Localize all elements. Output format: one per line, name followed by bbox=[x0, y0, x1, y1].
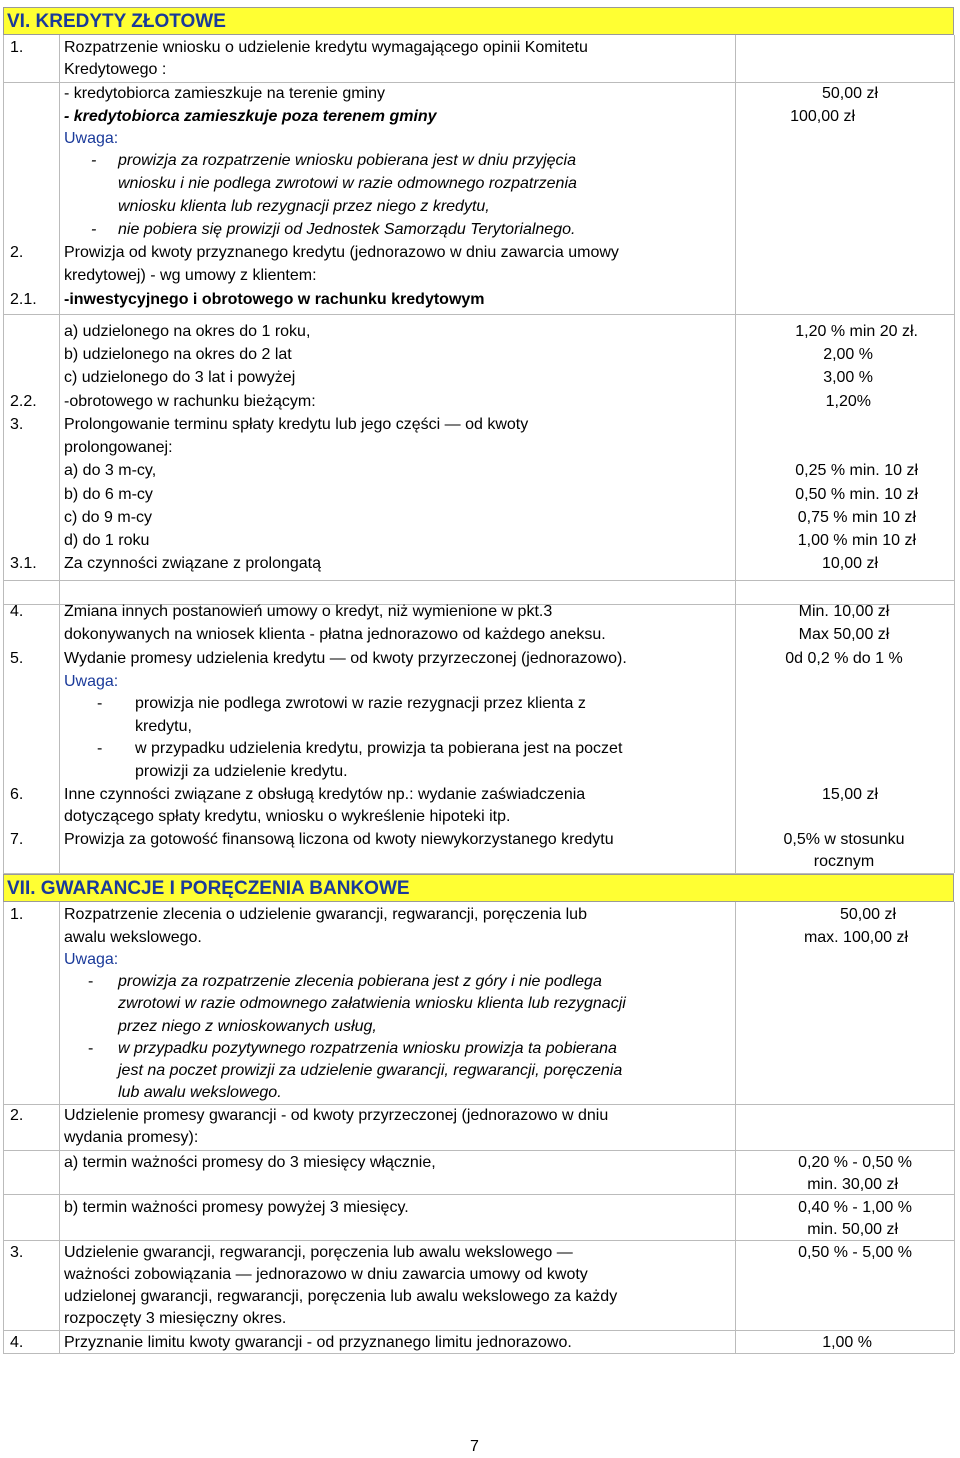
note-text: lub awalu wekslowego. bbox=[118, 1084, 282, 1101]
grid-line bbox=[735, 902, 736, 1353]
item-text: rozpoczęty 3 miesięczny okres. bbox=[64, 1310, 287, 1327]
note-dash: - bbox=[97, 740, 103, 757]
note-label: Uwaga: bbox=[64, 130, 119, 147]
note-dash: - bbox=[88, 1040, 94, 1057]
fee-value: 1,00 % min 10 zł bbox=[797, 532, 916, 549]
item-number: 7. bbox=[10, 831, 24, 848]
item-text: Inne czynności związane z obsługą kredytów np.: wydanie zaświadczenia bbox=[64, 786, 586, 803]
fee-value: 0,20 % - 0,50 % bbox=[798, 1154, 912, 1171]
item-number: 2.1. bbox=[10, 291, 37, 308]
fee-value: rocznym bbox=[813, 853, 875, 870]
page-number: 7 bbox=[470, 1438, 479, 1455]
item-text: Prowizja za gotowość finansową liczona od kwoty niewykorzystanego kredytu bbox=[64, 831, 614, 848]
item-text: a) do 3 m-cy, bbox=[64, 462, 157, 479]
fee-value: 1,20 % min 20 zł. bbox=[795, 323, 918, 340]
item-text: Za czynności związane z prolongatą bbox=[64, 555, 322, 572]
fee-value: 2,00 % bbox=[823, 346, 873, 363]
item-text: c) do 9 m-cy bbox=[64, 509, 153, 526]
item-text: Rozpatrzenie zlecenia o udzielenie gwarancji, regwarancji, poręczenia lub bbox=[64, 906, 587, 923]
grid-line bbox=[3, 314, 954, 315]
item-number: 5. bbox=[10, 650, 24, 667]
note-text: przez niego z wnioskowanych usług, bbox=[118, 1018, 377, 1035]
note-dash: - bbox=[91, 221, 97, 238]
item-number: 6. bbox=[10, 786, 24, 803]
item-text: Prolongowanie terminu spłaty kredytu lub jego części — od kwoty bbox=[64, 416, 529, 433]
note-text: prowizja nie podlega zwrotowi w razie rezygnacji przez klienta z bbox=[135, 695, 586, 712]
fee-value: 0,75 % min 10 zł bbox=[797, 509, 916, 526]
item-text: b) termin ważności promesy powyżej 3 miesięcy. bbox=[64, 1199, 409, 1216]
item-number: 2.2. bbox=[10, 393, 37, 410]
item-text: c) udzielonego do 3 lat i powyżej bbox=[64, 369, 296, 386]
fee-value: 10,00 zł bbox=[821, 555, 878, 572]
item-text: b) do 6 m-cy bbox=[64, 486, 153, 503]
grid-line bbox=[3, 35, 4, 873]
grid-line bbox=[3, 580, 954, 581]
fee-value: 1,00 % bbox=[822, 1334, 872, 1351]
fee-value: 100,00 zł bbox=[790, 108, 855, 125]
item-text: dotyczącego spłaty kredytu, wniosku o wykreślenie hipoteki itp. bbox=[64, 808, 511, 825]
fee-value: 0,25 % min. 10 zł bbox=[795, 462, 918, 479]
item-number: 3. bbox=[10, 416, 24, 433]
item-text: Przyznanie limitu kwoty gwarancji - od przyznanego limitu jednorazowo. bbox=[64, 1334, 572, 1351]
item-text: Udzielenie gwarancji, regwarancji, poręczenia lub awalu wekslowego — bbox=[64, 1244, 573, 1261]
item-text: b) udzielonego na okres do 2 lat bbox=[64, 346, 292, 363]
note-label: Uwaga: bbox=[64, 951, 119, 968]
fee-value: 3,00 % bbox=[823, 369, 873, 386]
note-dash: - bbox=[91, 152, 97, 169]
fee-value: Max 50,00 zł bbox=[798, 626, 890, 643]
fee-value: min. 30,00 zł bbox=[807, 1176, 898, 1193]
note-text: prowizja za rozpatrzenie zlecenia pobierana jest z góry i nie podlega bbox=[118, 973, 602, 990]
note-text: prowizji za udzielenie kredytu. bbox=[135, 763, 348, 780]
note-dash: - bbox=[88, 973, 94, 990]
section-6-header bbox=[3, 7, 954, 35]
note-text: prowizja za rozpatrzenie wniosku pobierana jest w dniu przyjęcia bbox=[118, 152, 577, 169]
fee-value: 0,5% w stosunku bbox=[783, 831, 905, 848]
item-number: 2. bbox=[10, 1107, 24, 1124]
fee-value: min. 50,00 zł bbox=[807, 1221, 898, 1238]
grid-line bbox=[59, 35, 60, 873]
note-text: nie pobiera się prowizji od Jednostek Samorządu Terytorialnego. bbox=[118, 221, 576, 238]
fee-value: 15,00 zł bbox=[821, 786, 878, 803]
fee-value: 50,00 zł bbox=[821, 85, 878, 102]
fee-value: 0,40 % - 1,00 % bbox=[798, 1199, 912, 1216]
item-text: a) udzielonego na okres do 1 roku, bbox=[64, 323, 311, 340]
item-text: a) termin ważności promesy do 3 miesięcy włącznie, bbox=[64, 1154, 436, 1171]
fee-value: Min. 10,00 zł bbox=[798, 603, 890, 620]
item-text: ważności zobowiązania — jednorazowo w dniu zawarcia umowy od kwoty bbox=[64, 1266, 588, 1283]
item-text: Prowizja od kwoty przyznanego kredytu (jednorazowo w dniu zawarcia umowy bbox=[64, 244, 619, 261]
item-text: kredytowej) - wg umowy z klientem: bbox=[64, 267, 317, 284]
item-text: udzielonej gwarancji, regwarancji, poręczenia lub awalu wekslowego za każdy bbox=[64, 1288, 618, 1305]
section-6-title: VI. KREDYTY ZŁOTOWE bbox=[7, 11, 226, 32]
item-number: 3.1. bbox=[10, 555, 37, 572]
item-text: -inwestycyjnego i obrotowego w rachunku kredytowym bbox=[64, 291, 485, 308]
item-text: Wydanie promesy udzielenia kredytu — od kwoty przyrzeczonej (jednorazowo). bbox=[64, 650, 627, 667]
fee-value: 0,50 % - 5,00 % bbox=[798, 1244, 912, 1261]
note-text: w przypadku pozytywnego rozpatrzenia wniosku prowizja ta pobierana bbox=[118, 1040, 617, 1057]
grid-line bbox=[3, 1330, 954, 1331]
item-text: d) do 1 roku bbox=[64, 532, 150, 549]
grid-line bbox=[3, 902, 4, 1353]
grid-line bbox=[3, 1150, 954, 1151]
item-text: dokonywanych na wniosek klienta - płatna jednorazowo od każdego aneksu. bbox=[64, 626, 606, 643]
note-text: wniosku i nie podlega zwrotowi w razie odmownego rozpatrzenia bbox=[118, 175, 577, 192]
note-text: w przypadku udzielenia kredytu, prowizja ta pobierana jest na poczet bbox=[135, 740, 623, 757]
item-text: Zmiana innych postanowień umowy o kredyt, niż wymienione w pkt.3 bbox=[64, 603, 553, 620]
note-text: kredytu, bbox=[135, 718, 192, 735]
item-text: prolongowanej: bbox=[64, 439, 173, 456]
grid-line bbox=[735, 35, 736, 873]
note-text: zwrotowi w razie odmownego załatwienia wniosku klienta lub rezygnacji bbox=[118, 995, 626, 1012]
fee-value: max. 100,00 zł bbox=[803, 929, 908, 946]
note-text: wniosku klienta lub rezygnacji przez niego z kredytu, bbox=[118, 198, 490, 215]
item-text: Udzielenie promesy gwarancji - od kwoty przyrzeczonej (jednorazowo w dniu bbox=[64, 1107, 609, 1124]
fee-value: 50,00 zł bbox=[839, 906, 896, 923]
note-dash: - bbox=[97, 695, 103, 712]
section-7-title: VII. GWARANCJE I PORĘCZENIA BANKOWE bbox=[7, 878, 410, 899]
section-7-header bbox=[3, 874, 954, 902]
grid-line bbox=[59, 902, 60, 1353]
item-number: 3. bbox=[10, 1244, 24, 1261]
fee-value: 0,50 % min. 10 zł bbox=[795, 486, 918, 503]
grid-line bbox=[954, 902, 955, 1353]
item-text: awalu wekslowego. bbox=[64, 929, 202, 946]
note-text: jest na poczet prowizji za udzielenie gwarancji, regwarancji, poręczenia bbox=[118, 1062, 623, 1079]
note-label: Uwaga: bbox=[64, 673, 119, 690]
item-number: 1. bbox=[10, 906, 24, 923]
item-text: - kredytobiorca zamieszkuje na terenie gminy bbox=[64, 85, 386, 102]
item-text: Kredytowego : bbox=[64, 61, 167, 78]
item-text: wydania promesy): bbox=[64, 1129, 199, 1146]
grid-line bbox=[954, 35, 955, 873]
item-number: 1. bbox=[10, 39, 24, 56]
fee-value: 0d 0,2 % do 1 % bbox=[785, 650, 903, 667]
item-text: - kredytobiorca zamieszkuje poza terenem gminy bbox=[64, 108, 437, 125]
item-number: 4. bbox=[10, 1334, 24, 1351]
item-number: 2. bbox=[10, 244, 24, 261]
item-text: Rozpatrzenie wniosku o udzielenie kredytu wymagającego opinii Komitetu bbox=[64, 39, 588, 56]
item-text: -obrotowego w rachunku bieżącym: bbox=[64, 393, 316, 410]
fee-value: 1,20% bbox=[825, 393, 871, 410]
item-number: 4. bbox=[10, 603, 24, 620]
